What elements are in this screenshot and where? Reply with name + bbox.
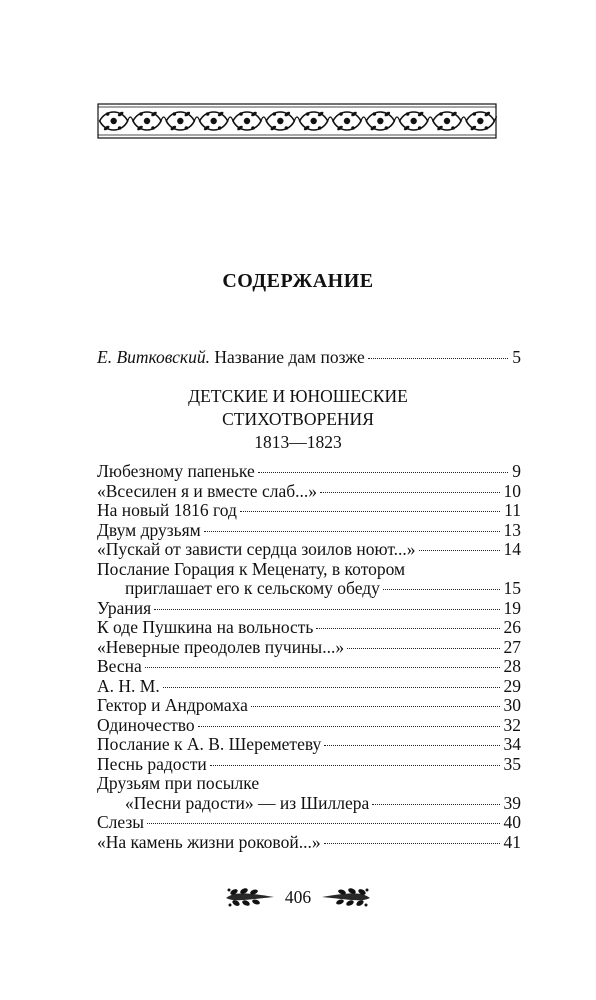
contents-heading: СОДЕРЖАНИЕ — [222, 270, 374, 292]
dot-leader — [368, 358, 508, 359]
toc-entry-page-number: 41 — [503, 831, 521, 852]
toc-entry[interactable] — [97, 833, 521, 853]
toc-entry-title: приглашает его к сельскому обеду — [125, 578, 380, 598]
toc-entry[interactable] — [97, 638, 521, 658]
toc-entry-title: На новый 1816 год — [97, 500, 237, 520]
intro-page-number: 5 — [512, 347, 521, 367]
toc-entry[interactable] — [97, 716, 521, 736]
toc-entry[interactable] — [97, 521, 521, 541]
toc-entry-title: «Неверные преодолев пучины...» — [97, 636, 345, 657]
toc-entry[interactable] — [97, 677, 521, 697]
page-footer — [0, 877, 596, 917]
toc-entry-page-number: 35 — [503, 753, 521, 774]
dot-leader — [251, 706, 500, 707]
toc-entry-page-number: 30 — [503, 695, 521, 715]
dot-leader — [258, 472, 509, 473]
toc-entry[interactable] — [97, 462, 521, 482]
toc-entry-page-number: 26 — [503, 617, 521, 637]
toc-entry[interactable] — [97, 657, 521, 677]
dot-leader — [240, 511, 500, 512]
toc-entry-title: Урания — [97, 597, 152, 618]
dot-leader — [316, 628, 499, 629]
dot-leader — [198, 726, 500, 727]
toc-entry-title: Двум друзьям — [97, 519, 201, 540]
left-leaf-ornament-icon — [224, 886, 276, 908]
toc-entry-page-number: 13 — [503, 519, 521, 540]
toc-entry-title: Послание к А. В. Шереметеву — [97, 734, 322, 754]
toc-entry-title: Гектор и Андромаха — [97, 695, 248, 715]
toc-entry-page-number: 15 — [503, 578, 521, 598]
dot-leader — [154, 609, 499, 610]
dot-leader — [383, 589, 500, 590]
section-years: 1813—1823 — [254, 432, 342, 452]
page-number: 406 — [284, 886, 312, 907]
toc-entry[interactable] — [97, 794, 521, 814]
toc-entry[interactable] — [97, 696, 521, 716]
toc-entry-page-number: 10 — [503, 480, 521, 501]
toc-entry-page-number: 9 — [512, 461, 521, 481]
toc-entry[interactable] — [97, 501, 521, 521]
toc-entry-title: «Пускай от зависти сердца зоилов ноют...» — [97, 539, 416, 559]
toc-entry-title: «На камень жизни роковой...» — [97, 831, 321, 852]
toc-entry[interactable] — [97, 482, 521, 502]
toc-entry-title: Песнь радости — [97, 753, 207, 774]
dot-leader — [347, 648, 499, 649]
toc-entry-title: Весна — [97, 656, 142, 676]
dot-leader — [419, 550, 500, 551]
toc-entry-title: Послание Горация к Меценату, в котором — [97, 558, 406, 579]
toc-entry-page-number: 28 — [503, 656, 521, 676]
toc-entry-page-number: 19 — [503, 597, 521, 618]
dot-leader — [145, 667, 500, 668]
toc-entry[interactable] — [97, 540, 521, 560]
toc-entry-title: «Всесилен я и вместе слаб...» — [97, 480, 317, 501]
dot-leader — [320, 492, 500, 493]
toc-entry-title: Одиночество — [97, 714, 195, 735]
toc-entry[interactable] — [97, 735, 521, 755]
dot-leader — [163, 687, 500, 688]
dot-leader — [372, 804, 499, 805]
toc-entry-page-number: 27 — [503, 636, 521, 657]
intro-title: Название дам позже — [214, 347, 365, 367]
intro-author: Е. Витковский. — [97, 347, 210, 367]
toc-entry-title: «Песни радости» — из Шиллера — [125, 792, 370, 813]
toc-entry-title: А. Н. М. — [97, 675, 160, 696]
dot-leader — [204, 531, 500, 532]
toc-entry[interactable] — [97, 813, 521, 833]
toc-entry-title: К оде Пушкина на вольность — [97, 617, 314, 637]
toc-entry-page-number: 29 — [503, 675, 521, 696]
toc-entry[interactable] — [97, 599, 521, 619]
dot-leader — [324, 745, 499, 746]
toc-entry-title: Друзьям при посылке — [97, 773, 260, 793]
toc-entry-page-number: 40 — [503, 812, 521, 832]
section-heading — [0, 385, 596, 454]
table-of-contents — [97, 462, 521, 852]
toc-intro-entry[interactable] — [97, 347, 521, 368]
dot-leader — [324, 843, 500, 844]
dot-leader — [147, 823, 499, 824]
section-title-line2: СТИХОТВОРЕНИЯ — [222, 409, 374, 429]
toc-entry-page-number: 14 — [503, 539, 521, 559]
toc-entry[interactable] — [97, 774, 521, 794]
right-leaf-ornament-icon — [320, 886, 372, 908]
section-title-line1: ДЕТСКИЕ И ЮНОШЕСКИЕ — [188, 386, 408, 406]
toc-entry-title: Любезному папеньке — [97, 461, 255, 481]
toc-entry[interactable] — [97, 579, 521, 599]
toc-entry[interactable] — [97, 755, 521, 775]
toc-entry[interactable] — [97, 618, 521, 638]
toc-entry-page-number: 11 — [504, 500, 521, 520]
toc-entry-page-number: 39 — [503, 792, 521, 813]
toc-entry-page-number: 34 — [503, 734, 521, 754]
toc-entry-title: Слезы — [97, 812, 145, 832]
dot-leader — [210, 765, 500, 766]
toc-entry[interactable] — [97, 560, 521, 580]
toc-entry-page-number: 32 — [503, 714, 521, 735]
floral-border-ornament — [97, 103, 497, 139]
